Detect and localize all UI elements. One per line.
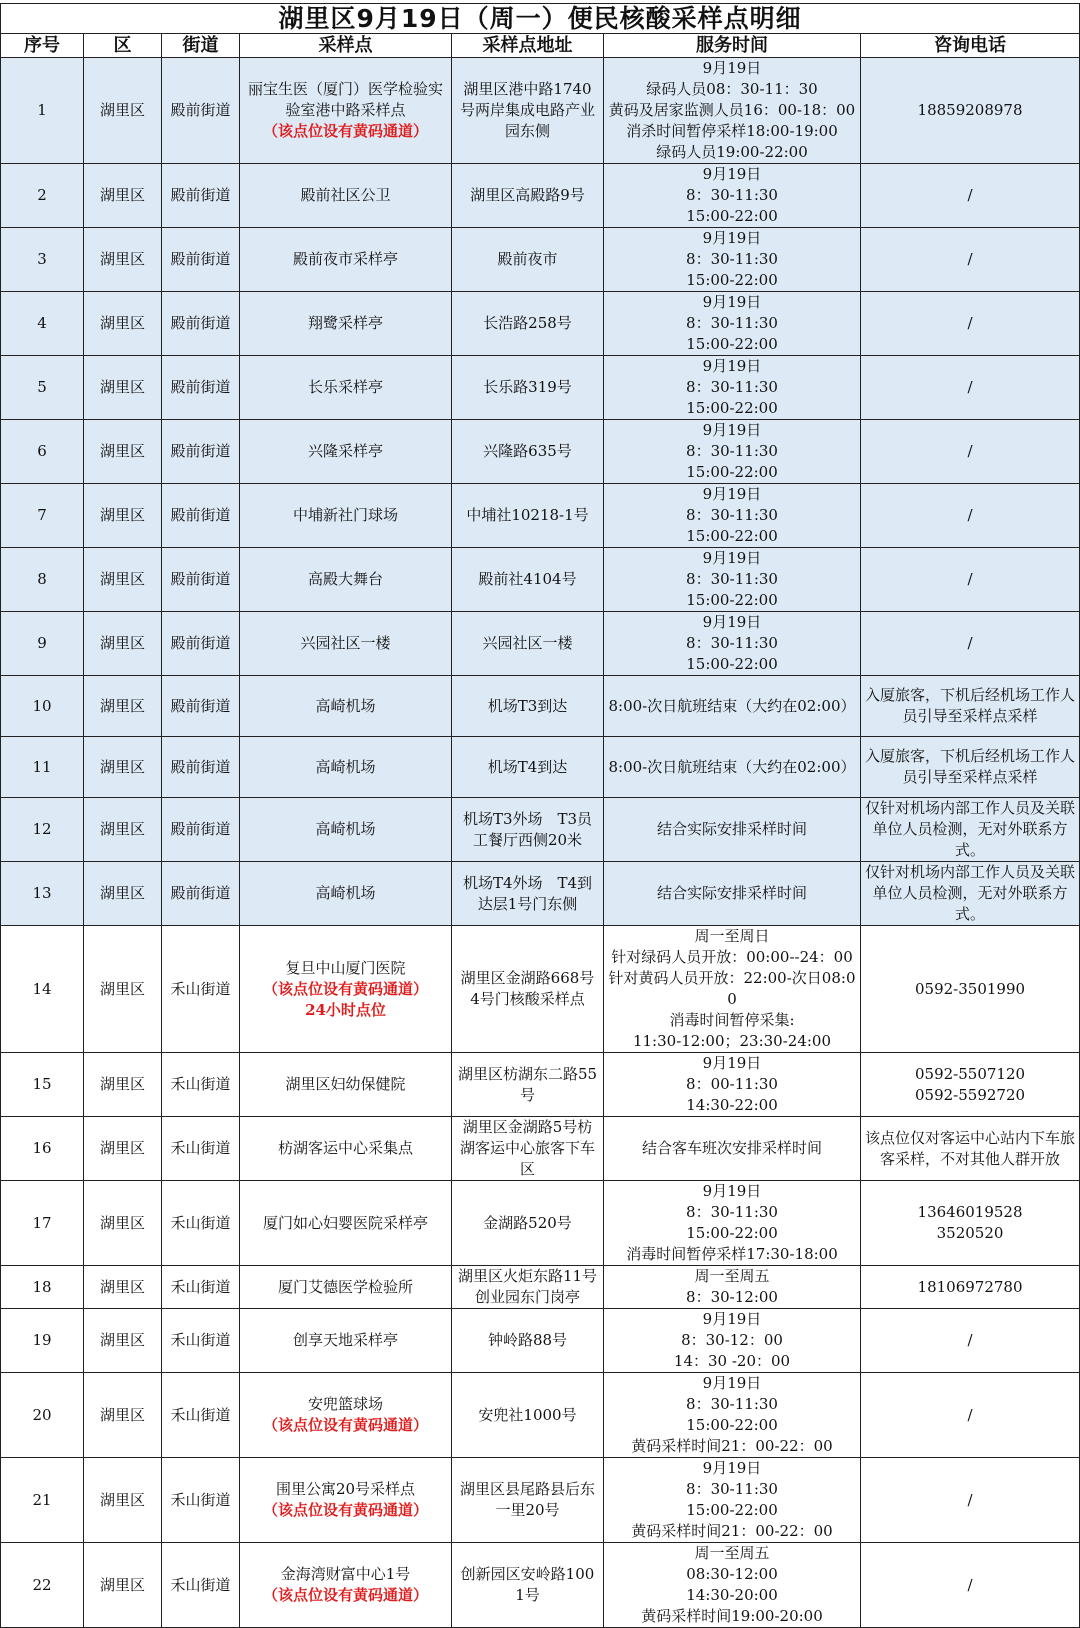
table-row xyxy=(1,612,1080,676)
table-row xyxy=(1,1117,1080,1181)
cell-address: 湖里区港中路1740号两岸集成电路产业园东侧 xyxy=(452,58,604,164)
cell-site xyxy=(240,798,452,862)
cell-no: 11 xyxy=(1,737,84,798)
hours-line: 15:00-22:00 xyxy=(686,527,778,545)
cell-address: 兴园社区一楼 xyxy=(452,612,604,676)
cell-site xyxy=(240,1309,452,1373)
cell-no: 7 xyxy=(1,484,84,548)
cell-hours xyxy=(604,926,861,1053)
cell-hours xyxy=(604,1543,861,1628)
cell-hours xyxy=(604,676,861,737)
site-name: 中埔新社门球场 xyxy=(292,506,398,524)
table-title: 湖里区9月19日（周一）便民核酸采样点明细 xyxy=(1,4,1080,34)
cell-phone: / xyxy=(861,228,1080,292)
cell-district: 湖里区 xyxy=(84,420,162,484)
cell-address: 长乐路319号 xyxy=(452,356,604,420)
cell-street: 殿前街道 xyxy=(162,292,240,356)
cell-address: 中埔社10218-1号 xyxy=(452,484,604,548)
hours-line: 9月19日 xyxy=(702,1459,762,1477)
table-row xyxy=(1,1266,1080,1309)
cell-district: 湖里区 xyxy=(84,926,162,1053)
cell-street: 禾山街道 xyxy=(162,1458,240,1543)
cell-hours xyxy=(604,1373,861,1458)
cell-street: 殿前街道 xyxy=(162,164,240,228)
hours-line: 08:30-12:00 xyxy=(686,1565,778,1583)
cell-site xyxy=(240,737,452,798)
cell-site xyxy=(240,676,452,737)
hours-line: 消毒时间暂停采样17:30-18:00 xyxy=(626,1245,838,1263)
header-row xyxy=(1,34,1080,58)
cell-no: 12 xyxy=(1,798,84,862)
cell-no: 16 xyxy=(1,1117,84,1181)
cell-site xyxy=(240,58,452,164)
cell-address: 殿前社4104号 xyxy=(452,548,604,612)
cell-phone: 0592-3501990 xyxy=(861,926,1080,1053)
cell-site xyxy=(240,862,452,926)
cell-no: 20 xyxy=(1,1373,84,1458)
site-name: 高崎机场 xyxy=(315,696,376,715)
cell-no: 8 xyxy=(1,548,84,612)
cell-site xyxy=(240,1266,452,1309)
site-name: 殿前夜市采样亭 xyxy=(292,250,398,268)
cell-district: 湖里区 xyxy=(84,1053,162,1117)
site-name: 厦门艾德医学检验所 xyxy=(277,1277,413,1296)
site-name: 金海湾财富中心1号 xyxy=(280,1565,411,1583)
hours-line: 8：30-11:30 xyxy=(686,506,778,524)
cell-phone: / xyxy=(861,356,1080,420)
hours-line: 8：30-11:30 xyxy=(686,1395,778,1413)
cell-hours xyxy=(604,420,861,484)
table-row xyxy=(1,737,1080,798)
cell-site xyxy=(240,1543,452,1628)
cell-phone: / xyxy=(861,1543,1080,1628)
cell-street: 禾山街道 xyxy=(162,1309,240,1373)
cell-hours xyxy=(604,1181,861,1266)
site-name: 兴隆采样亭 xyxy=(307,442,383,460)
hours-line: 8：30-11:30 xyxy=(686,634,778,652)
cell-district: 湖里区 xyxy=(84,862,162,926)
cell-no: 2 xyxy=(1,164,84,228)
hours-line: 黄码采样时间21：00-22：00 xyxy=(631,1437,833,1455)
hours-24-note: 24小时点位 xyxy=(305,1000,386,1019)
hours-line: 8：30-11:30 xyxy=(686,314,778,332)
hours-line: 15:00-22:00 xyxy=(686,1501,778,1519)
site-name: 殿前社区公卫 xyxy=(300,186,391,204)
table-row xyxy=(1,676,1080,737)
hours-line: 周一至周日 xyxy=(694,927,770,945)
cell-site xyxy=(240,1458,452,1543)
cell-street: 殿前街道 xyxy=(162,676,240,737)
cell-address: 机场T4外场 T4到达层1号门东侧 xyxy=(452,862,604,926)
site-name: 枋湖客运中心采集点 xyxy=(277,1139,413,1157)
header-phone: 咨询电话 xyxy=(861,34,1080,58)
header-hours: 服务时间 xyxy=(604,34,861,58)
site-name: 创享天地采样亭 xyxy=(292,1331,398,1349)
hours-line: 结合客车班次安排采样时间 xyxy=(641,1139,822,1157)
cell-no: 21 xyxy=(1,1458,84,1543)
phone-line: 0592-5592720 xyxy=(915,1085,1026,1104)
cell-no: 17 xyxy=(1,1181,84,1266)
hours-line: 9月19日 xyxy=(702,421,762,439)
cell-street: 禾山街道 xyxy=(162,1266,240,1309)
cell-address: 长浩路258号 xyxy=(452,292,604,356)
cell-site xyxy=(240,420,452,484)
hours-line: 8：30-12：00 xyxy=(681,1331,783,1349)
cell-district: 湖里区 xyxy=(84,1373,162,1458)
hours-line: 绿码人员08：30-11：30 xyxy=(646,80,818,98)
table-row xyxy=(1,228,1080,292)
yellow-code-note: （该点位设有黄码通道） xyxy=(262,1501,428,1519)
site-name: 厦门如心妇婴医院采样亭 xyxy=(262,1213,428,1232)
header-no: 序号 xyxy=(1,34,84,58)
cell-district: 湖里区 xyxy=(84,1181,162,1266)
site-name: 长乐采样亭 xyxy=(307,378,383,396)
cell-address: 湖里区枋湖东二路55号 xyxy=(452,1053,604,1117)
hours-line: 结合实际安排采样时间 xyxy=(656,884,807,902)
table-row xyxy=(1,1543,1080,1628)
cell-hours xyxy=(604,737,861,798)
cell-district: 湖里区 xyxy=(84,737,162,798)
cell-address: 湖里区金湖路668号4号门核酸采样点 xyxy=(452,926,604,1053)
table-row xyxy=(1,164,1080,228)
cell-phone xyxy=(861,1053,1080,1117)
table-row xyxy=(1,548,1080,612)
hours-line: 11:30-12:00；23:30-24:00 xyxy=(632,1032,832,1050)
hours-line: 9月19日 xyxy=(702,1310,762,1328)
table-row xyxy=(1,862,1080,926)
table-row xyxy=(1,420,1080,484)
yellow-code-note: （该点位设有黄码通道） xyxy=(262,979,428,998)
cell-district: 湖里区 xyxy=(84,676,162,737)
cell-district: 湖里区 xyxy=(84,1117,162,1181)
table-row xyxy=(1,58,1080,164)
cell-phone: 18106972780 xyxy=(861,1266,1080,1309)
cell-district: 湖里区 xyxy=(84,548,162,612)
cell-hours xyxy=(604,1266,861,1309)
hours-line: 15:00-22:00 xyxy=(686,463,778,481)
hours-line: 周一至周五 xyxy=(694,1267,770,1285)
hours-line: 黄码采样时间21：00-22：00 xyxy=(631,1522,833,1540)
cell-street: 殿前街道 xyxy=(162,862,240,926)
table-row xyxy=(1,292,1080,356)
hours-line: 15:00-22:00 xyxy=(686,207,778,225)
site-name: 高崎机场 xyxy=(315,820,376,838)
hours-line: 9月19日 xyxy=(702,549,762,567)
cell-address: 钟岭路88号 xyxy=(452,1309,604,1373)
cell-hours xyxy=(604,292,861,356)
cell-district: 湖里区 xyxy=(84,612,162,676)
cell-district: 湖里区 xyxy=(84,1458,162,1543)
cell-site xyxy=(240,1117,452,1181)
cell-hours xyxy=(604,798,861,862)
site-name: 复旦中山厦门医院 xyxy=(285,958,406,977)
cell-district: 湖里区 xyxy=(84,1309,162,1373)
hours-line: 9月19日 xyxy=(702,1374,762,1392)
site-name: 兴园社区一楼 xyxy=(300,634,391,652)
cell-hours xyxy=(604,164,861,228)
cell-phone: 仅针对机场内部工作人员及关联单位人员检测，无对外联系方式。 xyxy=(861,798,1080,862)
cell-address: 殿前夜市 xyxy=(452,228,604,292)
cell-no: 10 xyxy=(1,676,84,737)
cell-hours xyxy=(604,612,861,676)
hours-line: 9月19日 xyxy=(702,229,762,247)
table-row xyxy=(1,1053,1080,1117)
cell-site xyxy=(240,1053,452,1117)
cell-no: 19 xyxy=(1,1309,84,1373)
cell-hours xyxy=(604,58,861,164)
cell-hours xyxy=(604,548,861,612)
cell-phone: / xyxy=(861,1309,1080,1373)
cell-site xyxy=(240,292,452,356)
hours-line: 8：30-12:00 xyxy=(686,1288,778,1306)
hours-line: 9月19日 xyxy=(702,357,762,375)
hours-line: 9月19日 xyxy=(702,59,762,77)
hours-line: 14:30-22:00 xyxy=(686,1096,778,1114)
hours-line: 9月19日 xyxy=(702,485,762,503)
hours-line: 8：00-11:30 xyxy=(686,1075,778,1093)
yellow-code-note: （该点位设有黄码通道） xyxy=(262,122,428,140)
cell-no: 9 xyxy=(1,612,84,676)
cell-phone: / xyxy=(861,612,1080,676)
cell-site xyxy=(240,548,452,612)
cell-address: 机场T4到达 xyxy=(452,737,604,798)
table-row xyxy=(1,1181,1080,1266)
cell-hours xyxy=(604,1117,861,1181)
cell-address: 创新园区安岭路1001号 xyxy=(452,1543,604,1628)
cell-address: 湖里区火炬东路11号创业园东门岗亭 xyxy=(452,1266,604,1309)
cell-district: 湖里区 xyxy=(84,798,162,862)
cell-no: 13 xyxy=(1,862,84,926)
cell-hours xyxy=(604,1053,861,1117)
cell-street: 禾山街道 xyxy=(162,1543,240,1628)
cell-street: 殿前街道 xyxy=(162,612,240,676)
hours-line: 15:00-22:00 xyxy=(686,335,778,353)
sampling-sites-table xyxy=(0,3,1080,1628)
cell-site xyxy=(240,1181,452,1266)
cell-phone: / xyxy=(861,548,1080,612)
cell-address: 湖里区高殿路9号 xyxy=(452,164,604,228)
title-row xyxy=(1,4,1080,34)
cell-hours xyxy=(604,1309,861,1373)
cell-district: 湖里区 xyxy=(84,484,162,548)
cell-street: 殿前街道 xyxy=(162,484,240,548)
phone-line: 3520520 xyxy=(936,1224,1004,1242)
hours-line: 8：30-11:30 xyxy=(686,570,778,588)
hours-line: 黄码采样时间19:00-20:00 xyxy=(641,1607,823,1625)
hours-line: 15:00-22:00 xyxy=(686,271,778,289)
hours-line: 14：30 -20：00 xyxy=(673,1352,791,1370)
cell-site xyxy=(240,228,452,292)
hours-line: 15:00-22:00 xyxy=(686,591,778,609)
yellow-code-note: （该点位设有黄码通道） xyxy=(262,1416,428,1434)
site-name: 安兜篮球场 xyxy=(307,1395,383,1413)
cell-address: 机场T3外场 T3员工餐厅西侧20米 xyxy=(452,798,604,862)
table-row xyxy=(1,798,1080,862)
cell-phone: 该点位仅对客运中心站内下车旅客采样，不对其他人群开放 xyxy=(861,1117,1080,1181)
table-row xyxy=(1,1373,1080,1458)
cell-address: 湖里区金湖路5号枋湖客运中心旅客下车区 xyxy=(452,1117,604,1181)
hours-line: 8：30-11:30 xyxy=(686,1480,778,1498)
cell-street: 殿前街道 xyxy=(162,737,240,798)
header-site: 采样点 xyxy=(240,34,452,58)
site-name: 高崎机场 xyxy=(315,757,376,776)
cell-address: 安兜社1000号 xyxy=(452,1373,604,1458)
hours-line: 绿码人员19:00-22:00 xyxy=(656,143,808,161)
cell-district: 湖里区 xyxy=(84,58,162,164)
phone-line: 13646019528 xyxy=(917,1203,1023,1221)
header-address: 采样点地址 xyxy=(452,34,604,58)
hours-line: 消杀时间暂停采样18:00-19:00 xyxy=(626,122,838,140)
header-district: 区 xyxy=(84,34,162,58)
cell-phone xyxy=(861,1181,1080,1266)
cell-street: 殿前街道 xyxy=(162,420,240,484)
cell-district: 湖里区 xyxy=(84,164,162,228)
table-row xyxy=(1,356,1080,420)
cell-street: 禾山街道 xyxy=(162,1373,240,1458)
cell-address: 机场T3到达 xyxy=(452,676,604,737)
hours-line: 8：30-11:30 xyxy=(686,378,778,396)
hours-line: 9月19日 xyxy=(702,1182,762,1200)
hours-line: 15:00-22:00 xyxy=(686,1416,778,1434)
cell-no: 14 xyxy=(1,926,84,1053)
hours-line: 14:30-20:00 xyxy=(686,1586,778,1604)
cell-phone: 入厦旅客，下机后经机场工作人员引导至采样点采样 xyxy=(861,737,1080,798)
hours-line: 8:00-次日航班结束（大约在02:00） xyxy=(608,757,856,776)
hours-line: 结合实际安排采样时间 xyxy=(656,820,807,838)
table-row xyxy=(1,484,1080,548)
hours-line: 9月19日 xyxy=(702,165,762,183)
hours-line: 消毒时间暂停采集: xyxy=(669,1011,795,1029)
cell-site xyxy=(240,926,452,1053)
cell-street: 禾山街道 xyxy=(162,1053,240,1117)
site-name: 高殿大舞台 xyxy=(307,570,383,588)
cell-street: 殿前街道 xyxy=(162,798,240,862)
hours-line: 15:00-22:00 xyxy=(686,1224,778,1242)
cell-phone: / xyxy=(861,1458,1080,1543)
cell-street: 殿前街道 xyxy=(162,58,240,164)
hours-line: 8：30-11:30 xyxy=(686,250,778,268)
cell-no: 5 xyxy=(1,356,84,420)
cell-site xyxy=(240,612,452,676)
cell-phone: 入厦旅客，下机后经机场工作人员引导至采样点采样 xyxy=(861,676,1080,737)
cell-no: 6 xyxy=(1,420,84,484)
cell-site xyxy=(240,356,452,420)
cell-hours xyxy=(604,484,861,548)
cell-district: 湖里区 xyxy=(84,1266,162,1309)
cell-district: 湖里区 xyxy=(84,292,162,356)
cell-street: 殿前街道 xyxy=(162,356,240,420)
yellow-code-note: （该点位设有黄码通道） xyxy=(262,1586,428,1604)
cell-district: 湖里区 xyxy=(84,356,162,420)
hours-line: 8:00-次日航班结束（大约在02:00） xyxy=(608,696,856,715)
site-name: 高崎机场 xyxy=(315,884,376,902)
cell-no: 3 xyxy=(1,228,84,292)
cell-no: 1 xyxy=(1,58,84,164)
cell-phone: 仅针对机场内部工作人员及关联单位人员检测，无对外联系方式。 xyxy=(861,862,1080,926)
site-name: 翔鹭采样亭 xyxy=(307,314,383,332)
cell-no: 22 xyxy=(1,1543,84,1628)
cell-hours xyxy=(604,228,861,292)
cell-street: 殿前街道 xyxy=(162,548,240,612)
hours-line: 9月19日 xyxy=(702,1054,762,1072)
cell-phone: / xyxy=(861,420,1080,484)
phone-line: 0592-5507120 xyxy=(915,1064,1026,1083)
table-row xyxy=(1,1309,1080,1373)
cell-hours xyxy=(604,862,861,926)
cell-no: 4 xyxy=(1,292,84,356)
cell-street: 禾山街道 xyxy=(162,1117,240,1181)
cell-site xyxy=(240,484,452,548)
site-name: 湖里区妇幼保健院 xyxy=(285,1075,406,1093)
site-name: 围里公寓20号采样点 xyxy=(275,1480,416,1498)
cell-address: 兴隆路635号 xyxy=(452,420,604,484)
cell-address: 金湖路520号 xyxy=(452,1181,604,1266)
cell-street: 禾山街道 xyxy=(162,1181,240,1266)
hours-line: 15:00-22:00 xyxy=(686,655,778,673)
cell-no: 18 xyxy=(1,1266,84,1309)
cell-district: 湖里区 xyxy=(84,228,162,292)
cell-phone: / xyxy=(861,484,1080,548)
cell-address: 湖里区县尾路县后东一里20号 xyxy=(452,1458,604,1543)
cell-site xyxy=(240,164,452,228)
hours-line: 黄码及居家监测人员16：00-18：00 xyxy=(608,101,856,119)
hours-line: 15:00-22:00 xyxy=(686,399,778,417)
cell-phone: 18859208978 xyxy=(861,58,1080,164)
cell-phone: / xyxy=(861,292,1080,356)
cell-hours xyxy=(604,356,861,420)
table-row xyxy=(1,926,1080,1053)
cell-site xyxy=(240,1373,452,1458)
hours-line: 针对绿码人员开放：00:00--24：00 xyxy=(611,948,853,966)
hours-line: 9月19日 xyxy=(702,293,762,311)
cell-district: 湖里区 xyxy=(84,1543,162,1628)
site-name: 丽宝生医（厦门）医学检验实验室港中路采样点 xyxy=(247,80,443,119)
cell-street: 殿前街道 xyxy=(162,228,240,292)
hours-line: 周一至周五 xyxy=(694,1544,770,1562)
cell-phone: / xyxy=(861,164,1080,228)
hours-line: 9月19日 xyxy=(702,613,762,631)
hours-line: 8：30-11:30 xyxy=(686,442,778,460)
table-row xyxy=(1,1458,1080,1543)
cell-phone: / xyxy=(861,1373,1080,1458)
cell-no: 15 xyxy=(1,1053,84,1117)
hours-line: 8：30-11:30 xyxy=(686,1203,778,1221)
cell-hours xyxy=(604,1458,861,1543)
header-street: 街道 xyxy=(162,34,240,58)
hours-line: 针对黄码人员开放：22:00-次日08:00 xyxy=(608,969,856,1008)
hours-line: 8：30-11:30 xyxy=(686,186,778,204)
cell-street: 禾山街道 xyxy=(162,926,240,1053)
